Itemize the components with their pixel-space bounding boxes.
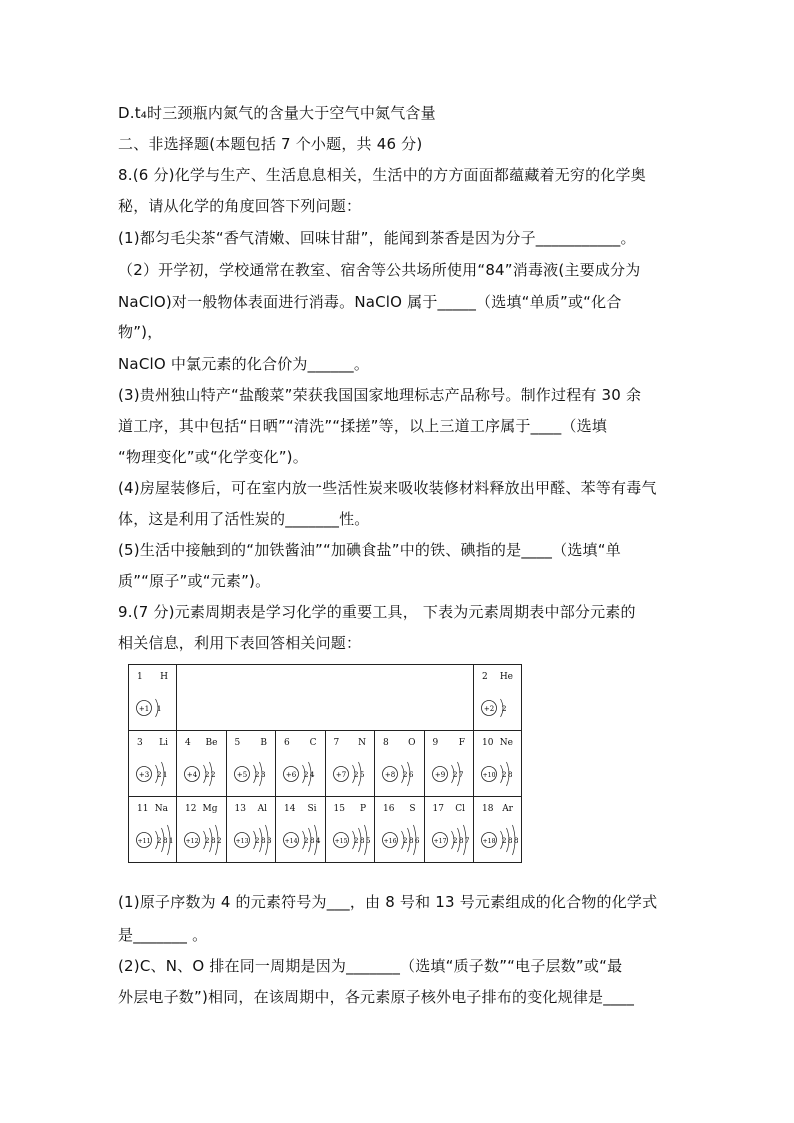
element-cell [325,731,375,797]
atom-svg [282,756,322,792]
element-cell [375,797,425,863]
atomic-number: 7 [333,738,340,748]
electron-count: 1 [168,836,174,845]
element-symbol: Cl [455,804,465,814]
element-symbol: Be [205,738,218,748]
element-cell [276,731,326,797]
electron-count: 1 [162,770,168,779]
nucleus-charge: +10 [482,771,496,779]
electron-count: 6 [408,770,414,779]
question-8-part-2: （2）开学初，学校通常在教室、宿舍等公共场所使用“84”消毒液(主要成分为 [118,261,641,279]
electron-count: 8 [309,836,315,845]
electron-count: 2 [204,770,210,779]
element-cell [375,731,425,797]
electron-count: 2 [254,836,259,845]
question-8-part-5: (5)生活中接触到的“加铁酱油”“加碘食盐”中的铁、碘指的是____（选填“单 [118,541,621,559]
atom-structure-diagram [431,822,471,858]
electron-count: 7 [464,836,469,845]
nucleus-charge: +4 [186,770,198,779]
nucleus-charge: +14 [284,837,298,845]
electron-count: 8 [513,836,519,845]
question-9-part-1: (1)原子序数为 4 的元素符号为___，由 8 号和 13 号元素组成的化合物的化学式 [118,893,658,911]
atom-svg [480,822,520,858]
electron-count: 2 [402,836,408,845]
electron-count: 2 [402,770,408,779]
element-symbol: S [409,804,416,814]
element-symbol: Ar [502,804,513,814]
atom-svg [381,822,421,858]
atom-structure-diagram [282,822,322,858]
element-cell [325,797,375,863]
question-8-part-2-valence: NaClO 中氯元素的化合价为______。 [118,355,370,373]
atomic-number: 18 [482,804,494,814]
nucleus-charge: +15 [333,837,348,845]
element-cell [129,665,177,731]
atom-svg [480,690,520,726]
electron-count: 2 [204,836,210,845]
electron-count: 2 [303,770,309,779]
nucleus-charge: +18 [482,837,496,845]
period-2-row [129,731,522,797]
element-cell [226,731,276,797]
nucleus-charge: +13 [234,837,249,845]
element-symbol: Li [159,738,168,748]
nucleus-charge: +16 [383,837,397,845]
atom-svg [135,822,175,858]
atomic-number: 11 [137,804,149,814]
atomic-number: 16 [383,804,395,814]
element-cell [177,797,227,863]
atom-svg [431,756,471,792]
element-cell [177,731,227,797]
option-d-line: D.t₄时三颈瓶内氮气的含量大于空气中氮气含量 [118,104,436,122]
electron-count: 4 [315,836,321,845]
question-8-part-2-cont: NaClO)对一般物体表面进行消毒。NaClO 属于_____（选填“单质”或“化合 [118,293,622,311]
atomic-number: 2 [482,672,488,682]
element-symbol: He [499,672,513,682]
nucleus-charge: +17 [432,837,447,845]
electron-count: 2 [452,836,457,845]
electron-count: 5 [365,836,370,845]
atomic-number: 12 [185,804,197,814]
question-8-part-3-cont2: “物理变化”或“化学变化”)。 [118,448,308,466]
question-8-part-5-cont: 质”“原子”或“元素”)。 [118,572,271,590]
electron-count: 2 [303,836,309,845]
period-3-row [129,797,522,863]
atom-structure-diagram [233,756,273,792]
element-symbol: Mg [202,804,218,814]
atom-structure-diagram [332,822,372,858]
nucleus-charge: +12 [185,837,199,845]
atomic-number: 9 [432,738,439,748]
electron-count: 8 [458,836,463,845]
electron-count: 2 [501,770,507,779]
element-cell [129,797,177,863]
atom-svg [282,822,322,858]
empty-block [177,665,474,731]
atom-structure-diagram [480,756,520,792]
atom-svg [431,822,471,858]
electron-count: 2 [501,704,507,713]
atomic-number: 8 [383,738,389,748]
electron-count: 8 [210,836,216,845]
atom-structure-diagram [431,756,471,792]
atom-structure-diagram [381,822,421,858]
section-heading: 二、非选择题(本题包括 7 个小题，共 46 分) [118,135,423,153]
atomic-number: 3 [137,738,143,748]
atom-structure-diagram [480,690,520,726]
nucleus-charge: +6 [285,770,297,779]
electron-count: 4 [309,770,315,779]
electron-count: 2 [216,836,222,845]
element-cell [424,797,474,863]
atom-svg [135,690,175,726]
question-9-intro: 9.(7 分)元素周期表是学习化学的重要工具， 下表为元素周期表中部分元素的 [118,603,636,621]
electron-count: 2 [501,836,507,845]
question-9-part-2: (2)C、N、O 排在同一周期是因为_______（选填“质子数”“电子层数”或“最 [118,957,623,975]
nucleus-charge: +1 [138,704,150,713]
element-symbol: C [309,738,317,748]
electron-count: 2 [353,770,358,779]
atomic-number: 17 [432,804,444,814]
electron-count: 6 [414,836,420,845]
electron-count: 2 [156,836,162,845]
atom-structure-diagram [183,756,223,792]
electron-count: 8 [359,836,364,845]
atom-svg [183,822,223,858]
electron-count: 2 [254,770,259,779]
electron-count: 8 [507,770,513,779]
element-symbol: H [160,672,168,682]
electron-count: 5 [359,770,364,779]
atomic-number: 1 [137,672,143,682]
period-1-row [129,665,522,731]
element-symbol: Si [307,804,317,814]
element-cell [226,797,276,863]
question-8-intro: 8.(6 分)化学与生产、生活息息相关，生活中的方方面面都蕴藏着无穷的化学奥 [118,166,646,184]
nucleus-charge: +8 [384,770,396,779]
electron-count: 2 [210,770,216,779]
element-cell [129,731,177,797]
question-8-part-4-cont: 体，这是利用了活性炭的_______性。 [118,510,370,528]
atomic-number: 10 [482,738,494,748]
question-9-part-2-cont: 外层电子数”)相同，在该周期中，各元素原子核外电子排布的变化规律是____ [118,988,635,1006]
atomic-number: 6 [284,738,290,748]
nucleus-charge: +2 [483,704,495,713]
atom-structure-diagram [183,822,223,858]
element-cell [474,665,522,731]
electron-count: 8 [507,836,513,845]
atomic-number: 15 [333,804,345,814]
atom-structure-diagram [135,756,175,792]
question-9-intro-cont: 相关信息，利用下表回答相关问题： [118,634,362,652]
question-8-part-1: (1)都匀毛尖茶“香气清嫩、回味甘甜”，能闻到茶香是因为分子___________。 [118,229,636,247]
atom-structure-diagram [233,822,273,858]
element-symbol: F [458,738,465,748]
element-symbol: N [358,738,366,748]
question-8-part-3-cont: 道工序，其中包括“日晒”“清洗”“揉搓”等，以上三道工序属于____（选填 [118,417,608,435]
atom-svg [233,822,273,858]
atom-structure-diagram [381,756,421,792]
atom-svg [480,756,520,792]
element-symbol: Na [154,804,168,814]
electron-count: 2 [452,770,457,779]
atom-structure-diagram [282,756,322,792]
atomic-number: 4 [185,738,191,748]
atomic-number: 13 [234,804,246,814]
electron-count: 8 [162,836,168,845]
nucleus-charge: +11 [137,837,151,845]
electron-count: 8 [260,836,265,845]
question-8-part-2-cont2: 物”)， [118,323,163,341]
element-cell [276,797,326,863]
question-8-part-3: (3)贵州独山特产“盐酸菜”荣获我国国家地理标志产品称号。制作过程有 30 余 [118,386,642,404]
element-symbol: O [408,738,416,748]
atom-svg [183,756,223,792]
nucleus-charge: +5 [236,770,247,779]
atom-svg [135,756,175,792]
electron-count: 3 [260,770,265,779]
atom-structure-diagram [135,690,175,726]
question-9-part-1-cont: 是_______ 。 [118,926,208,944]
element-symbol: P [359,804,366,814]
atom-svg [332,756,372,792]
electron-count: 7 [458,770,463,779]
electron-count: 2 [353,836,358,845]
element-cell [474,731,522,797]
atom-structure-diagram [135,822,175,858]
atom-svg [233,756,273,792]
nucleus-charge: +9 [434,770,445,779]
atom-svg [381,756,421,792]
periodic-table [128,664,522,863]
element-cell [424,731,474,797]
element-symbol: B [260,738,267,748]
element-cell [474,797,522,863]
atom-structure-diagram [480,822,520,858]
question-8-part-4: (4)房屋装修后，可在室内放一些活性炭来吸收装修材料释放出甲醛、苯等有毒气 [118,479,657,497]
electron-count: 2 [156,770,162,779]
atomic-number: 14 [284,804,296,814]
electron-count: 3 [266,836,271,845]
element-symbol: Ne [499,738,513,748]
question-8-intro-cont: 秘，请从化学的角度回答下列问题： [118,197,362,215]
atomic-number: 5 [234,738,241,748]
nucleus-charge: +3 [138,770,150,779]
electron-count: 1 [156,704,162,713]
element-symbol: Al [257,804,267,814]
atom-svg [332,822,372,858]
nucleus-charge: +7 [335,770,346,779]
electron-count: 8 [408,836,414,845]
atom-structure-diagram [332,756,372,792]
